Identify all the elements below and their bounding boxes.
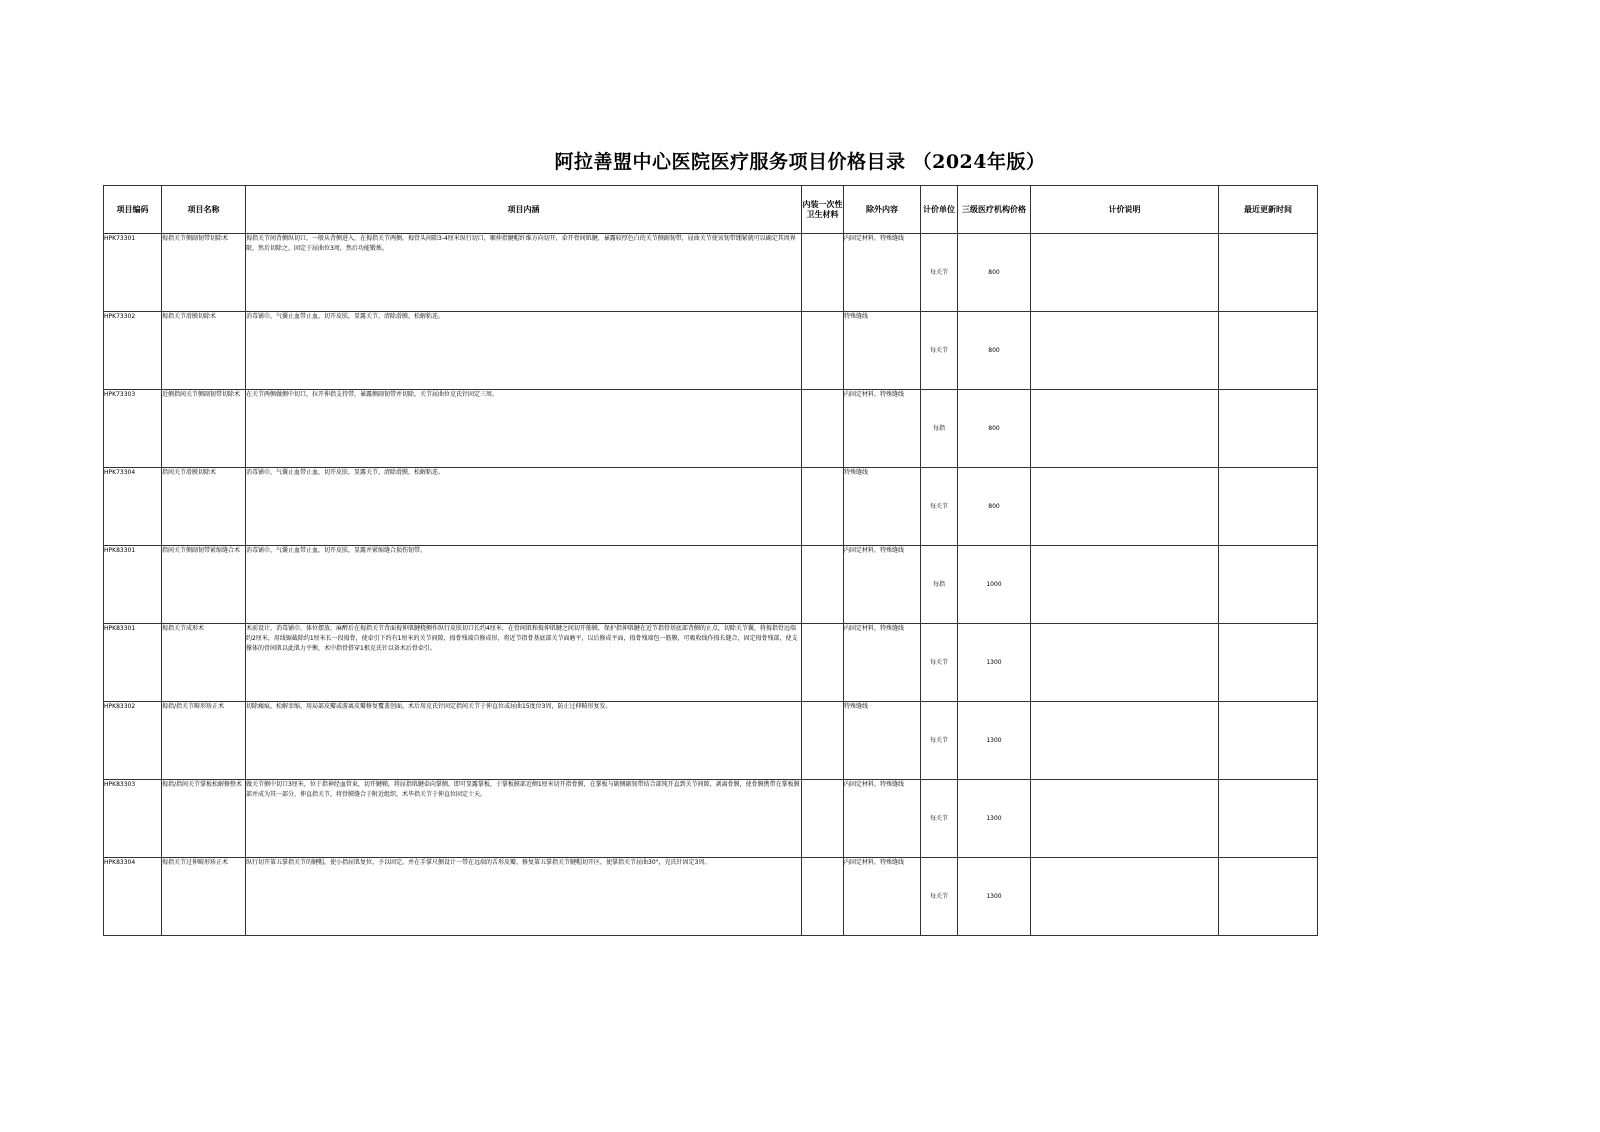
cell-consumables xyxy=(802,702,844,780)
cell-updated xyxy=(1219,858,1318,936)
cell-price: 1300 xyxy=(958,624,1031,702)
header-excluded: 除外内容 xyxy=(844,186,921,234)
table-row xyxy=(104,624,1318,702)
cell-price: 1300 xyxy=(958,702,1031,780)
cell-name: 指间关节侧副韧带紧缩缝合术 xyxy=(162,546,246,624)
header-name: 项目名称 xyxy=(162,186,246,234)
cell-name: 拇指/指间关节掌板松解修整术 xyxy=(162,780,246,858)
cell-note xyxy=(1031,312,1219,390)
table-row xyxy=(104,858,1318,936)
cell-note xyxy=(1031,234,1219,312)
header-consumables: 内装一次性卫生材料 xyxy=(802,186,844,234)
cell-note xyxy=(1031,390,1219,468)
cell-updated xyxy=(1219,468,1318,546)
cell-price: 1300 xyxy=(958,858,1031,936)
cell-excluded: 特殊缝线 xyxy=(844,702,921,780)
cell-price: 1300 xyxy=(958,780,1031,858)
cell-name: 拇指/指关节畸形矫正术 xyxy=(162,702,246,780)
cell-note xyxy=(1031,546,1219,624)
cell-consumables xyxy=(802,312,844,390)
document-title: 阿拉善盟中心医院医疗服务项目价格目录 （2024年版） xyxy=(554,151,1046,173)
cell-consumables xyxy=(802,468,844,546)
cell-updated xyxy=(1219,234,1318,312)
cell-content: 纵行切开第五掌指关节的腱帽，使小指屈肌复位，予以固定，并在手掌尺侧设计一带在远端的舌形皮瓣，修复第五掌指关节腱帽切开区，使掌指关节屈曲30°，克氏针固定3周。 xyxy=(246,858,802,936)
header-price: 三级医疗机构价格 xyxy=(958,186,1031,234)
cell-code: HPK83301 xyxy=(104,546,162,624)
cell-code: HPK73302 xyxy=(104,312,162,390)
price-table xyxy=(103,185,1318,936)
cell-code: HPK73304 xyxy=(104,468,162,546)
cell-name: 近侧指间关节侧副韧带切除术 xyxy=(162,390,246,468)
cell-unit: 每关节 xyxy=(921,312,958,390)
cell-code: HPK83301 xyxy=(104,624,162,702)
cell-updated xyxy=(1219,546,1318,624)
cell-note xyxy=(1031,624,1219,702)
cell-price: 800 xyxy=(958,312,1031,390)
cell-excluded: 内固定材料，特殊缝线 xyxy=(844,546,921,624)
cell-unit: 每关节 xyxy=(921,234,958,312)
cell-excluded: 特殊缝线 xyxy=(844,468,921,546)
table-row xyxy=(104,234,1318,312)
cell-updated xyxy=(1219,390,1318,468)
cell-unit: 每关节 xyxy=(921,858,958,936)
cell-unit: 每关节 xyxy=(921,702,958,780)
table-row xyxy=(104,312,1318,390)
table-row xyxy=(104,390,1318,468)
cell-content: 拇指关节间背侧纵切口，一般从背侧进入，在拇指关节两侧，拇骨头间隙3-4厘米纵行切口，顺伸指腱帽纤维方向切开，牵开骨间肌腱，暴露较厚色白的关节侧副韧带，屈曲关节使该韧带绷紧就可以确定其周界限，然后切除之，固定于屈曲位3周，然后功能锻炼。 xyxy=(246,234,802,312)
header-code: 项目编码 xyxy=(104,186,162,234)
cell-consumables xyxy=(802,780,844,858)
cell-consumables xyxy=(802,234,844,312)
cell-updated xyxy=(1219,780,1318,858)
cell-content: 消毒铺巾，气囊止血带止血，切开皮肤，显露关节，清除滑膜，松解粘连。 xyxy=(246,468,802,546)
cell-name: 拇指关节过伸畸形矫正术 xyxy=(162,858,246,936)
cell-code: HPK83303 xyxy=(104,780,162,858)
cell-consumables xyxy=(802,624,844,702)
cell-consumables xyxy=(802,858,844,936)
cell-name: 指间关节滑膜切除术 xyxy=(162,468,246,546)
cell-consumables xyxy=(802,546,844,624)
cell-excluded: 内固定材料，特殊缝线 xyxy=(844,858,921,936)
cell-excluded: 特殊缝线 xyxy=(844,312,921,390)
cell-name: 拇指关节侧副韧带切除术 xyxy=(162,234,246,312)
cell-excluded: 内固定材料，特殊缝线 xyxy=(844,390,921,468)
cell-code: HPK83302 xyxy=(104,702,162,780)
cell-content: 消毒铺巾，气囊止血带止血，切开皮肤，显露关节，清除滑膜，松解粘连。 xyxy=(246,312,802,390)
table-row xyxy=(104,468,1318,546)
cell-unit: 每关节 xyxy=(921,780,958,858)
header-updated: 最近更新时间 xyxy=(1219,186,1318,234)
cell-updated xyxy=(1219,702,1318,780)
cell-content: 做关节侧中切口3厘米，位于指神经血管束，切开腱鞘，将屈指肌腱牵向掌侧，即可显露掌板，于掌板膜部近侧1厘米切开指骨膜，在掌板与副侧副韧带结合部钝开直到关节间隙，剥离骨膜，使骨膜携带在掌板膜部并成为其一部分，伸直指关节，将骨膜缝合于附近组织，术毕指关节于伸直位固定十天。 xyxy=(246,780,802,858)
cell-excluded: 内固定材料，特殊缝线 xyxy=(844,624,921,702)
header-content: 项目内涵 xyxy=(246,186,802,234)
cell-content: 消毒铺巾，气囊止血带止血，切开皮肤，显露并紧缩缝合损伤韧带。 xyxy=(246,546,802,624)
cell-unit: 每指 xyxy=(921,390,958,468)
header-note: 计价说明 xyxy=(1031,186,1219,234)
cell-code: HPK83304 xyxy=(104,858,162,936)
cell-price: 800 xyxy=(958,468,1031,546)
cell-note xyxy=(1031,780,1219,858)
cell-content: 切除瘢痕，松解挛缩，用局部皮瓣或游离皮瓣修复覆盖创面，术后用克氏针固定指间关节于伸直位或屈曲15度位3周，防止过伸畸形复发。 xyxy=(246,702,802,780)
header-unit: 计价单位 xyxy=(921,186,958,234)
cell-note xyxy=(1031,468,1219,546)
cell-excluded: 内固定材料，特殊缝线 xyxy=(844,234,921,312)
cell-consumables xyxy=(802,390,844,468)
cell-updated xyxy=(1219,624,1318,702)
cell-name: 拇指关节成形术 xyxy=(162,624,246,702)
cell-note xyxy=(1031,702,1219,780)
cell-content: 术前设计，消毒铺巾，体位摆放，麻醉后在拇指关节背面拇伸肌腱桡侧作纵行皮肤切口长约4厘米，在骨间肌和拇伸肌腱之间切开筋膜，保护指伸肌腱在近节指骨基底部背侧的止点，切除关节囊，将拇指骨远端约2厘米，用线锯截除约1厘米长一段拇骨，使牵引下约有1厘米的关节间隙，拇骨残端自修成形，将近节指骨基底部关节面磨平，以后修成平面，拇骨残端包一筋膜，可吸收线作拇长缝合，固定拇骨残部，使支撑体的骨间肌以此肌力平衡，术中指骨搭穿1根克氏针以备术后骨牵引。 xyxy=(246,624,802,702)
cell-updated xyxy=(1219,312,1318,390)
cell-name: 拇指关节滑膜切除术 xyxy=(162,312,246,390)
table-row xyxy=(104,702,1318,780)
cell-code: HPK73301 xyxy=(104,234,162,312)
table-row xyxy=(104,780,1318,858)
cell-unit: 每关节 xyxy=(921,624,958,702)
cell-unit: 每关节 xyxy=(921,468,958,546)
cell-content: 在关节两侧做侧中切口，拉开伸指支持带，暴露侧副韧带并切除，关节屈曲位克氏针固定三周。 xyxy=(246,390,802,468)
table-header-row xyxy=(104,186,1318,234)
cell-excluded: 内固定材料，特殊缝线 xyxy=(844,780,921,858)
cell-note xyxy=(1031,858,1219,936)
cell-unit: 每指 xyxy=(921,546,958,624)
table-row xyxy=(104,546,1318,624)
cell-price: 800 xyxy=(958,234,1031,312)
cell-price: 800 xyxy=(958,390,1031,468)
cell-code: HPK73303 xyxy=(104,390,162,468)
cell-price: 1000 xyxy=(958,546,1031,624)
